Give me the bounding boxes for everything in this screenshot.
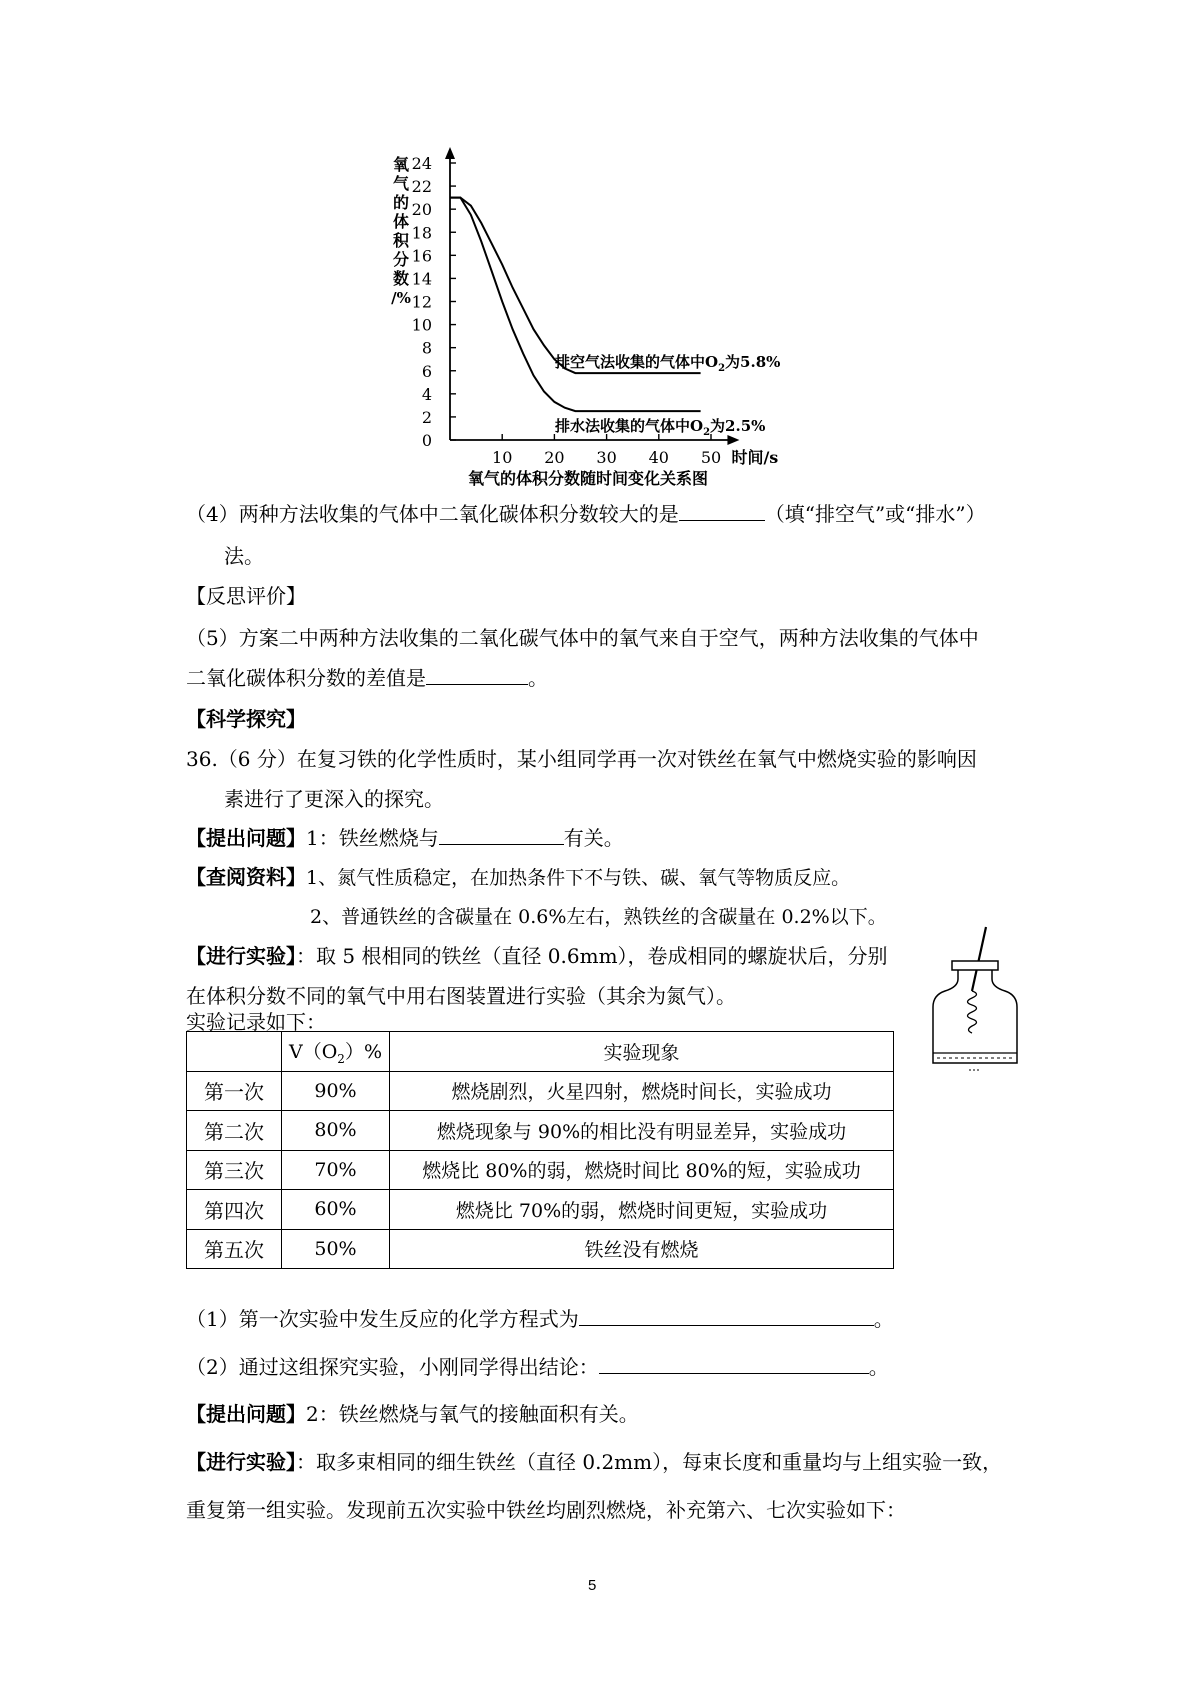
exp1-line2: 在体积分数不同的氧气中用右图装置进行实验（其余为氮气）。 <box>186 984 736 1008</box>
section-heading-kexue: 【科学探究】 <box>186 707 306 731</box>
x-axis-arrow <box>727 435 739 445</box>
ask1-answer-blank[interactable] <box>439 826 564 845</box>
q4-continuation: 法。 <box>224 544 264 568</box>
q36-line2: 素进行了更深入的探究。 <box>224 787 444 811</box>
exp2-line2: 重复第一组实验。发现前五次实验中铁丝均剧烈燃烧，补充第六、七次实验如下： <box>186 1498 906 1522</box>
cha-item1: 1、氮气性质稳定，在加热条件下不与铁、碳、氧气等物质反应。 <box>306 867 851 889</box>
table-row <box>187 1150 894 1190</box>
page-number: 5 <box>588 1577 597 1594</box>
exp2-text: ：取多束相同的细生铁丝（直径 0.2mm），每束长度和重量均与上组实验一致， <box>296 1450 1003 1474</box>
series-annotation-1: 排空气法收集的气体中$O_2$为5.8% <box>555 353 781 374</box>
cha-line1 <box>186 865 850 890</box>
y-tick-label: 0 <box>421 431 432 450</box>
volume-cell: 50% <box>282 1229 390 1269</box>
y-tick-label: 4 <box>421 384 432 404</box>
table-header-volume: $V(O_2)\%$ <box>282 1032 390 1072</box>
table-row <box>187 1190 894 1230</box>
sub2-line <box>186 1355 889 1379</box>
sub1-line <box>186 1307 894 1331</box>
q4-line <box>186 502 986 526</box>
q5-answer-blank[interactable] <box>426 666 528 685</box>
q36-line1: 36.（6 分）在复习铁的化学性质时，某小组同学再一次对铁丝在氧气中燃烧实验的影响因 <box>186 747 977 771</box>
ask2-line <box>186 1402 639 1426</box>
exp2-label: 【进行实验】 <box>186 1450 296 1474</box>
y-tick-label: 8 <box>421 338 432 358</box>
sub1-answer-blank[interactable] <box>579 1307 874 1326</box>
y-axis-label-char: 气 <box>392 174 410 193</box>
y-tick-label: 12 <box>411 292 432 312</box>
sub2-answer-blank[interactable] <box>599 1355 869 1374</box>
y-tick-label: 18 <box>411 223 432 243</box>
table-row <box>187 1229 894 1269</box>
q5-text: 二氧化碳体积分数的差值是 <box>186 666 426 690</box>
ask1-text: 1：铁丝燃烧与 <box>306 826 439 850</box>
cha-item2: 2、普通铁丝的含碳量在 0.6%左右，熟铁丝的含碳量在 0.2%以下。 <box>310 906 887 928</box>
chart-title: 氧气的体积分数随时间变化关系图 <box>467 469 709 488</box>
trial-cell: 第三次 <box>187 1150 282 1190</box>
jar-apparatus-figure <box>925 925 1035 1089</box>
x-tick-label: 30 <box>596 448 617 467</box>
x-tick-label: 20 <box>544 448 565 467</box>
table-row <box>187 1111 894 1151</box>
series-line-2 <box>450 198 701 412</box>
exp2-line1 <box>186 1450 1002 1474</box>
exp1-line3: 实验记录如下： <box>186 1010 326 1034</box>
cha-label: 【查阅资料】 <box>186 865 306 889</box>
chart-svg <box>0 0 1191 500</box>
observation-cell: 铁丝没有燃烧 <box>390 1229 894 1269</box>
trial-cell: 第四次 <box>187 1190 282 1230</box>
table-header-row <box>187 1032 894 1072</box>
q5-line1: （5）方案二中两种方法收集的二氧化碳气体中的氧气来自于空气，两种方法收集的气体中 <box>186 626 979 650</box>
q4-text: （4）两种方法收集的气体中二氧化碳体积分数较大的是 <box>186 502 679 526</box>
y-tick-label: 20 <box>411 200 432 220</box>
y-tick-label: 6 <box>421 361 432 381</box>
q4-tail: （填“排空气”或“排水”） <box>764 502 986 526</box>
q5-line2 <box>186 666 548 690</box>
series-annotation-2: 排水法收集的气体中$O_2$为2.5% <box>555 417 766 438</box>
trial-cell: 第五次 <box>187 1229 282 1269</box>
observation-cell: 燃烧现象与 90%的相比没有明显差异，实验成功 <box>390 1111 894 1151</box>
table-row <box>187 1071 894 1111</box>
y-axis-arrow <box>445 147 455 159</box>
y-axis-label-char: 分 <box>392 250 410 269</box>
y-tick-label: 24 <box>411 154 432 173</box>
exp1-line1 <box>186 944 888 968</box>
y-axis-label-char: 数 <box>392 269 410 288</box>
sub1-tail: 。 <box>873 1307 894 1331</box>
trial-cell: 第二次 <box>187 1111 282 1151</box>
y-axis-label-char: 体 <box>392 212 410 231</box>
experiment-record-table <box>186 1031 894 1269</box>
exp1-text: ：取 5 根相同的铁丝（直径 0.6mm），卷成相同的螺旋状后，分别 <box>296 944 888 968</box>
y-axis-label-unit: /% <box>391 289 411 307</box>
y-axis-label-char: 积 <box>392 231 410 250</box>
volume-cell: 90% <box>282 1071 390 1111</box>
ask1-line <box>186 826 624 850</box>
sub2-text: （2）通过这组探究实验，小刚同学得出结论： <box>186 1355 599 1379</box>
x-axis-label: 时间/s <box>731 448 779 467</box>
series-line-1 <box>450 198 701 374</box>
exp1-label: 【进行实验】 <box>186 944 296 968</box>
table-header-empty <box>187 1032 282 1072</box>
volume-cell: 80% <box>282 1111 390 1151</box>
observation-cell: 燃烧比 70%的弱，燃烧时间更短，实验成功 <box>390 1190 894 1230</box>
volume-cell: 70% <box>282 1150 390 1190</box>
y-tick-label: 10 <box>411 315 432 335</box>
ask1-tail: 有关。 <box>563 826 624 850</box>
observation-cell: 燃烧剧烈，火星四射，燃烧时间长，实验成功 <box>390 1071 894 1111</box>
trial-cell: 第一次 <box>187 1071 282 1111</box>
y-tick-label: 2 <box>421 407 432 427</box>
x-tick-label: 10 <box>492 448 513 467</box>
ask1-label: 【提出问题】 <box>186 826 306 850</box>
volume-cell: 60% <box>282 1190 390 1230</box>
ask2-label: 【提出问题】 <box>186 1402 306 1426</box>
sub1-text: （1）第一次实验中发生反应的化学方程式为 <box>186 1307 579 1331</box>
y-tick-label: 22 <box>411 177 432 197</box>
sub2-tail: 。 <box>868 1355 889 1379</box>
y-axis-label-char: 的 <box>392 193 410 212</box>
x-tick-label: 50 <box>700 448 722 467</box>
q4-answer-blank[interactable] <box>679 502 765 521</box>
y-axis-label-char: 氧 <box>392 155 410 174</box>
y-tick-label: 16 <box>411 246 432 266</box>
q5-tail: 。 <box>528 666 548 690</box>
y-tick-label: 14 <box>411 269 432 289</box>
x-tick-label: 40 <box>648 448 669 467</box>
ask2-text: 2：铁丝燃烧与氧气的接触面积有关。 <box>306 1402 639 1426</box>
observation-cell: 燃烧比 80%的弱，燃烧时间比 80%的短，实验成功 <box>390 1150 894 1190</box>
section-heading-fansi: 【反思评价】 <box>186 584 306 608</box>
table-header-observation: 实验现象 <box>390 1032 894 1072</box>
